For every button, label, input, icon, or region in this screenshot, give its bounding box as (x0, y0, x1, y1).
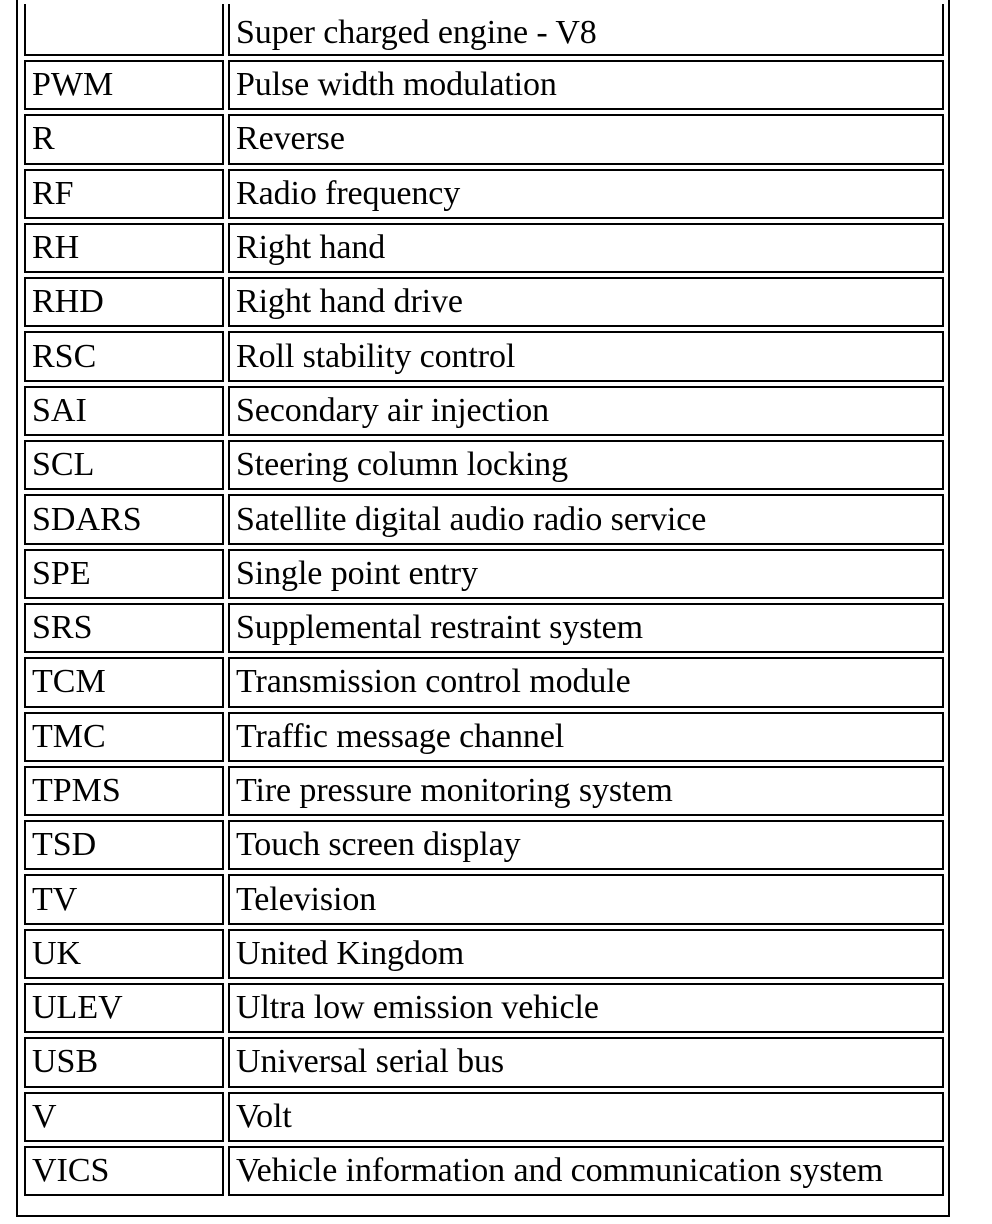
meaning-cell: Reverse (228, 114, 944, 164)
table-row (24, 766, 944, 816)
table-row (24, 1146, 944, 1196)
abbreviation-cell: RSC (24, 331, 224, 381)
meaning-cell: Radio frequency (228, 169, 944, 219)
table-row (24, 114, 944, 164)
abbreviation-cell: SPE (24, 549, 224, 599)
meaning-cell: Traffic message channel (228, 712, 944, 762)
abbreviation-cell: R (24, 114, 224, 164)
meaning-cell: Super charged engine - V8 (228, 4, 944, 56)
abbreviation-cell: SAI (24, 386, 224, 436)
abbreviation-cell: SRS (24, 603, 224, 653)
meaning-cell: Vehicle information and communication system (228, 1146, 944, 1196)
meaning-cell: Roll stability control (228, 331, 944, 381)
meaning-cell: Pulse width modulation (228, 60, 944, 110)
abbreviation-cell: USB (24, 1037, 224, 1087)
abbreviation-cell: V (24, 1092, 224, 1142)
abbreviations-table-body (24, 4, 944, 1196)
abbreviation-cell: TV (24, 874, 224, 924)
abbreviations-table-frame (16, 0, 950, 1217)
abbreviation-cell: RHD (24, 277, 224, 327)
table-row (24, 712, 944, 762)
abbreviation-cell: ULEV (24, 983, 224, 1033)
table-row (24, 169, 944, 219)
meaning-cell: Volt (228, 1092, 944, 1142)
abbreviation-cell: SCL (24, 440, 224, 490)
table-row (24, 494, 944, 544)
abbreviation-cell (24, 4, 224, 56)
table-row (24, 874, 944, 924)
table-row (24, 277, 944, 327)
table-row (24, 820, 944, 870)
meaning-cell: Single point entry (228, 549, 944, 599)
table-row (24, 657, 944, 707)
table-row (24, 603, 944, 653)
meaning-cell: United Kingdom (228, 929, 944, 979)
meaning-cell: Touch screen display (228, 820, 944, 870)
table-row (24, 4, 944, 56)
meaning-cell: Steering column locking (228, 440, 944, 490)
meaning-cell: Secondary air injection (228, 386, 944, 436)
table-row (24, 331, 944, 381)
table-row (24, 440, 944, 490)
abbreviation-cell: RF (24, 169, 224, 219)
abbreviation-cell: UK (24, 929, 224, 979)
meaning-cell: Ultra low emission vehicle (228, 983, 944, 1033)
meaning-cell: Satellite digital audio radio service (228, 494, 944, 544)
abbreviations-table (20, 0, 948, 1200)
table-row (24, 929, 944, 979)
abbreviation-cell: PWM (24, 60, 224, 110)
table-row (24, 60, 944, 110)
meaning-cell: Television (228, 874, 944, 924)
meaning-cell: Right hand drive (228, 277, 944, 327)
meaning-cell: Transmission control module (228, 657, 944, 707)
table-row (24, 223, 944, 273)
table-row (24, 1092, 944, 1142)
table-row (24, 983, 944, 1033)
abbreviation-cell: TSD (24, 820, 224, 870)
meaning-cell: Right hand (228, 223, 944, 273)
table-row (24, 1037, 944, 1087)
abbreviation-cell: TPMS (24, 766, 224, 816)
table-row (24, 549, 944, 599)
meaning-cell: Universal serial bus (228, 1037, 944, 1087)
meaning-cell: Tire pressure monitoring system (228, 766, 944, 816)
table-row (24, 386, 944, 436)
abbreviation-cell: SDARS (24, 494, 224, 544)
abbreviation-cell: RH (24, 223, 224, 273)
abbreviation-cell: VICS (24, 1146, 224, 1196)
abbreviation-cell: TMC (24, 712, 224, 762)
meaning-cell: Supplemental restraint system (228, 603, 944, 653)
abbreviation-cell: TCM (24, 657, 224, 707)
